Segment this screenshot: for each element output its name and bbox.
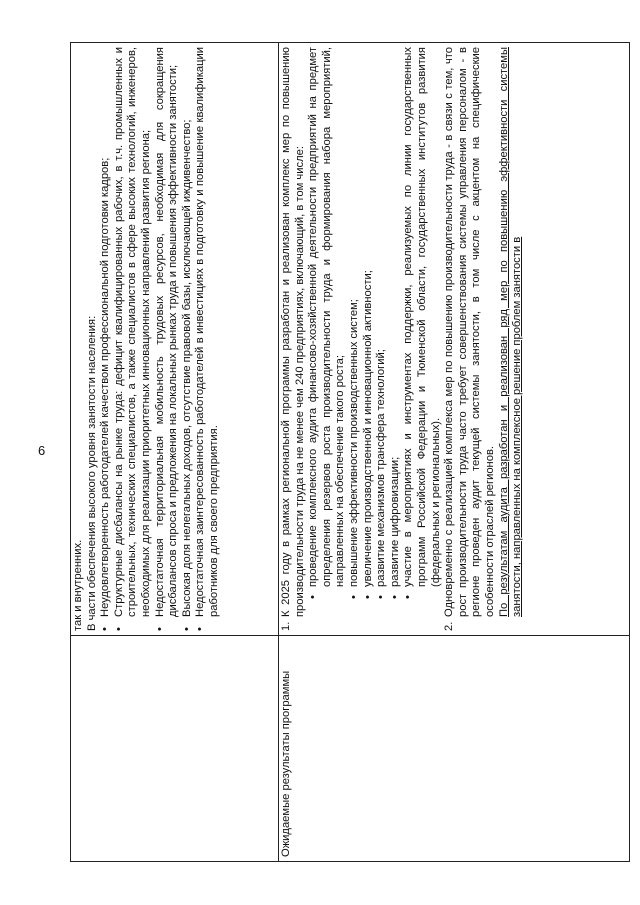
row1-content-cell bbox=[71, 43, 279, 636]
row2-content-cell bbox=[279, 43, 630, 636]
row1-label-cell bbox=[71, 636, 279, 862]
bullet-dot-icon: • bbox=[112, 627, 125, 631]
page-number: 6 bbox=[38, 443, 46, 458]
bullet-dot-icon: • bbox=[180, 627, 193, 631]
table-row-results bbox=[279, 43, 630, 862]
sub-bullet-item: • развитие цифровизации; bbox=[388, 456, 401, 599]
bullet-dot-icon: • bbox=[375, 595, 388, 599]
bullet-item: • Недостаточная территориальная мобильность трудовых ресурсов, необходимая для сокращения дисбалансов спроса и предложения на локальных рынках труда и повышения эффективности занятости; bbox=[153, 47, 180, 631]
item-intro: К 2025 году в рамках региональной программы разработан и реализован комплекс мер по повышению производительности труда на не менее чем 240 предприятиях, включающий, в том числе: bbox=[280, 47, 306, 617]
item-number: 2. bbox=[443, 621, 456, 631]
table-row-problems bbox=[71, 43, 279, 862]
expected-results-label: Ожидаемые результаты программы bbox=[280, 670, 292, 857]
numbered-item bbox=[280, 47, 443, 631]
item-number: 1. bbox=[280, 621, 292, 631]
employment-section-heading: В части обеспечения высокого уровня занятости населения: bbox=[85, 315, 98, 631]
sub-bullet-list bbox=[307, 47, 443, 617]
row2-label-cell bbox=[279, 636, 630, 862]
sub-bullet-item: • проведение комплексного аудита финансово-хозяйственной деятельности предприятий на предмет определения резервов роста производительности труда и формирования набора мероприятий, направленных на обеспечение такого роста; bbox=[307, 47, 347, 599]
bullet-dot-icon: • bbox=[402, 595, 415, 599]
bullet-item: • Недостаточная заинтересованность работодателей в инвестициях в подготовку и повышение квалификации работников для своего предприятия. bbox=[194, 47, 220, 631]
program-table bbox=[70, 42, 630, 862]
bullet-dot-icon: • bbox=[347, 595, 360, 599]
item-paragraph: По результатам аудита разработан и реализован ряд мер по повышению эффективности системы занятости, направленных на комплексное решение проблем занятости в bbox=[497, 47, 524, 617]
item-paragraph: Одновременно с реализацией комплекса мер по повышению производительности труда - в связи с тем, что рост производительности труда часто требует совершенствования системы управления персоналом - в регионе проведен аудит текущей системы занятости, в том числе с акцентом на специфические особенности отраслей регионов. bbox=[443, 47, 496, 617]
bullet-dot-icon: • bbox=[194, 627, 207, 631]
numbered-item bbox=[443, 47, 525, 631]
bullet-item: • Неудовлетворенность работодателей качеством профессиональной подготовки кадров; bbox=[99, 157, 112, 631]
sub-bullet-item: • повышение эффективности производственных систем; bbox=[347, 299, 360, 599]
bullet-dot-icon: • bbox=[307, 595, 320, 599]
bullet-dot-icon: • bbox=[361, 595, 374, 599]
sub-bullet-item: • увеличение производственной и инновационной активности; bbox=[361, 270, 374, 599]
sub-bullet-item: • участие в мероприятиях и инструментах поддержки, реализуемых по линии государственных программ Российской Федерации и Тюменской области, государственных институтов развития (федеральных и региональных). bbox=[402, 47, 442, 599]
bullet-item: • Высокая доля нелегальных доходов, отсутствие правовой базы, исключающей иждивенчество; bbox=[180, 119, 193, 631]
bullet-dot-icon: • bbox=[99, 627, 112, 631]
bullet-dot-icon: • bbox=[388, 595, 401, 599]
rotated-page bbox=[70, 42, 630, 862]
sub-bullet-item: • развитие механизмов трансфера технологий; bbox=[375, 349, 388, 599]
continuation-text: так и внутренних. bbox=[72, 539, 84, 631]
bullet-dot-icon: • bbox=[153, 627, 166, 631]
bullet-item: • Структурные дисбалансы на рынке труда: дефицит квалифицированных рабочих, в т.ч. промышленных и строительных, технических специалистов, а также специалистов в сфере высоких технологий, инженеров, необходимых для реализации приоритетных инновационных направлений развития региона; bbox=[112, 47, 152, 631]
